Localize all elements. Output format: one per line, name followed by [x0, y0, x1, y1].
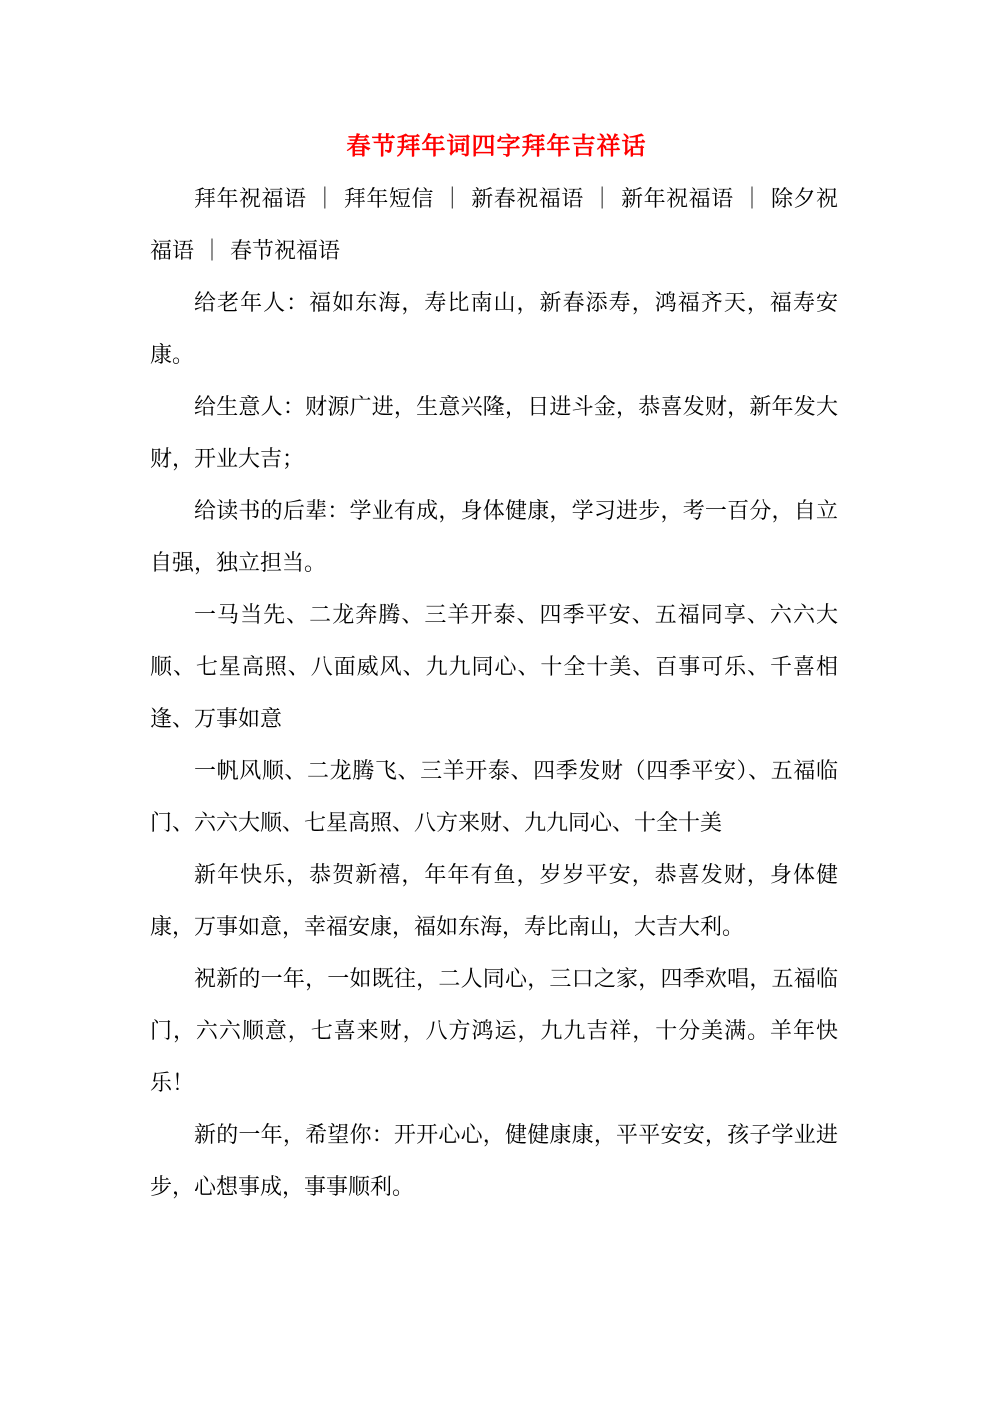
paragraph-students: 给读书的后辈：学业有成，身体健康，学习进步，考一百分，自立自强，独立担当。 [150, 499, 838, 576]
paragraph-number-idioms-1: 一马当先、二龙奔腾、三羊开泰、四季平安、五福同享、六六大顺、七星高照、八面威风、九九同心、十全十美、百事可乐、千喜相逢、万事如意 [150, 603, 838, 732]
paragraph-hopes: 新的一年，希望你：开开心心，健健康康，平平安安，孩子学业进步，心想事成，事事顺利。 [150, 1123, 838, 1200]
paragraph-elderly: 给老年人：福如东海，寿比南山，新春添寿，鸿福齐天，福寿安康。 [150, 291, 838, 368]
paragraph-number-idioms-2: 一帆风顺、二龙腾飞、三羊开泰、四季发财（四季平安）、五福临门、六六大顺、七星高照、八方来财、九九同心、十全十美 [150, 759, 838, 836]
document-body [150, 174, 838, 1214]
paragraph-business: 给生意人：财源广进，生意兴隆，日进斗金，恭喜发财，新年发大财，开业大吉； [150, 395, 838, 472]
paragraph-new-year-wishes: 新年快乐，恭贺新禧，年年有鱼，岁岁平安，恭喜发财，身体健康，万事如意，幸福安康，福如东海，寿比南山，大吉大利。 [150, 863, 838, 940]
document-title: 春节拜年词四字拜年吉祥话 [346, 131, 647, 160]
paragraph-new-year-blessing: 祝新的一年，一如既往，二人同心，三口之家，四季欢唱，五福临门，六六顺意，七喜来财，八方鸿运，九九吉祥，十分美满。羊年快乐！ [150, 967, 838, 1096]
paragraph-categories: 拜年祝福语 ｜ 拜年短信 ｜ 新春祝福语 ｜ 新年祝福语 ｜ 除夕祝福语 ｜ 春节祝福语 [150, 187, 838, 264]
